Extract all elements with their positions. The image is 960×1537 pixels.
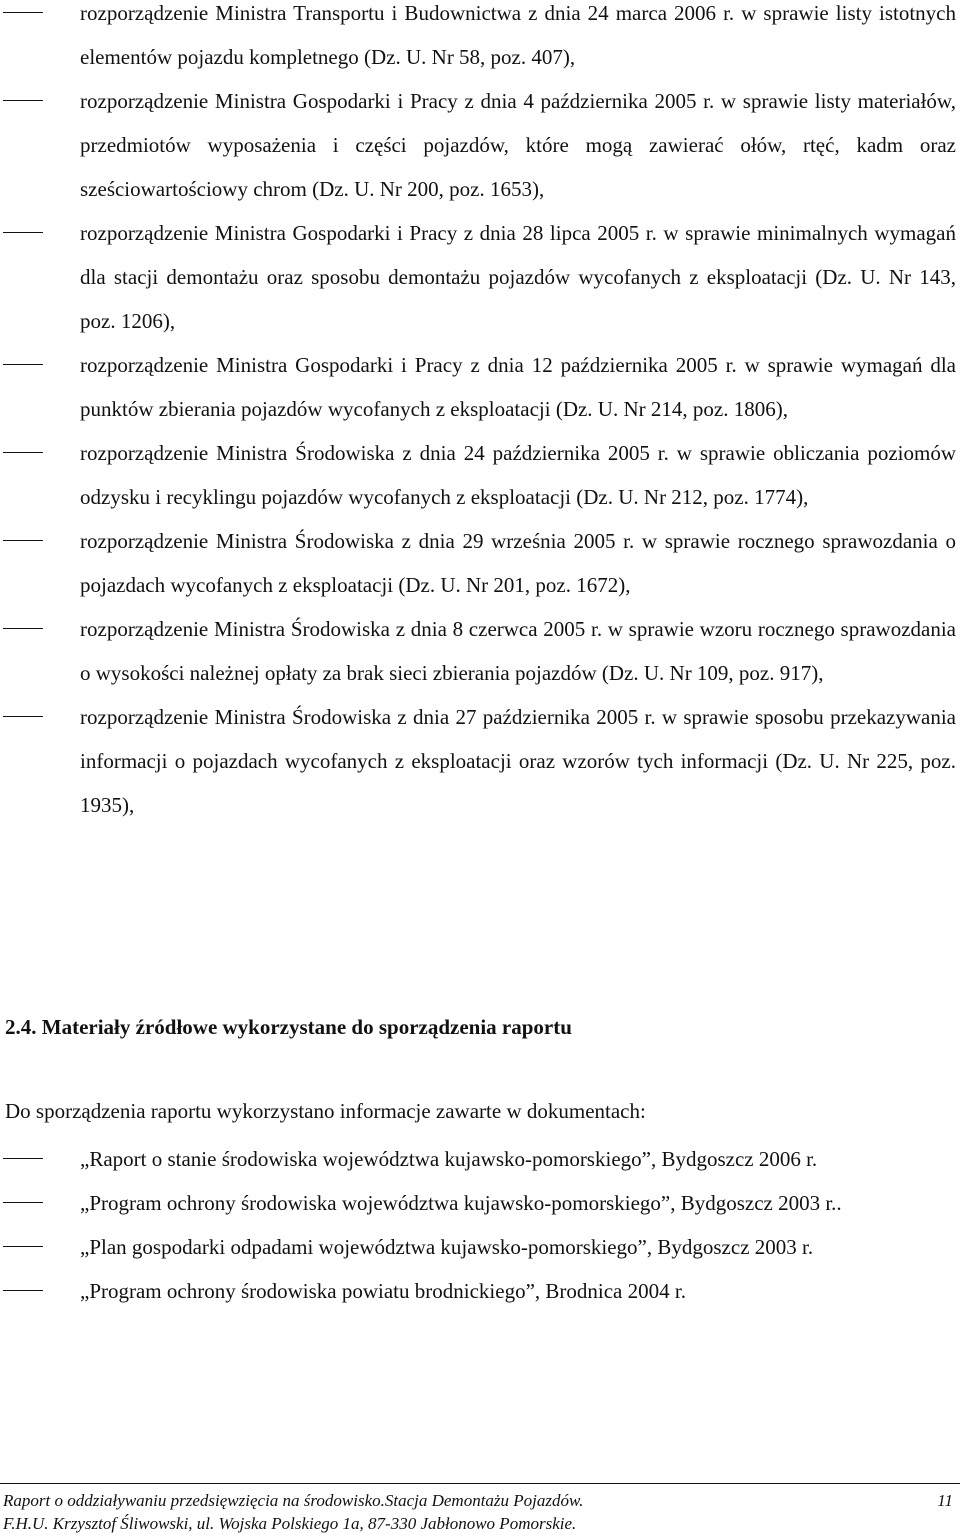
dash-bullet — [3, 716, 43, 717]
dash-bullet — [3, 12, 43, 13]
list-item — [0, 1225, 960, 1269]
dash-bullet — [3, 628, 43, 629]
list-item-text: rozporządzenie Ministra Gospodarki i Pracy z dnia 12 października 2005 r. w sprawie wymagań dla punktów zbierania pojazdów wycofanych z eksploatacji (Dz. U. Nr 214, poz. 1806), — [80, 353, 956, 421]
list-item-text: rozporządzenie Ministra Środowiska z dnia 8 czerwca 2005 r. w sprawie wzoru rocznego sprawozdania o wysokości należnej opłaty za brak sieci zbierania pojazdów (Dz. U. Nr 109, poz. 917), — [80, 617, 956, 685]
list-item — [0, 1181, 960, 1225]
dash-bullet — [3, 364, 43, 365]
dash-bullet — [3, 1158, 43, 1159]
list-item — [0, 519, 960, 607]
list-item — [0, 607, 960, 695]
list-item — [0, 211, 960, 343]
source-documents-list — [0, 1137, 960, 1313]
list-item — [0, 695, 960, 827]
dash-bullet — [3, 232, 43, 233]
dash-bullet — [3, 100, 43, 101]
list-item-text: „Program ochrony środowiska województwa kujawsko-pomorskiego”, Bydgoszcz 2003 r.. — [80, 1191, 842, 1215]
footer-line-2 — [3, 1514, 953, 1534]
dash-bullet — [3, 1202, 43, 1203]
list-item-text: rozporządzenie Ministra Gospodarki i Pracy z dnia 4 października 2005 r. w sprawie listy materiałów, przedmiotów wyposażenia i części pojazdów, które mogą zawierać ołów, rtęć, kadm oraz sześciowartościowy chrom (Dz. U. Nr 200, poz. 1653), — [80, 89, 956, 201]
list-item — [0, 1269, 960, 1313]
dash-bullet — [3, 1246, 43, 1247]
list-item-text: rozporządzenie Ministra Środowiska z dnia 27 października 2005 r. w sprawie sposobu przekazywania informacji o pojazdach wycofanych z eksploatacji oraz wzorów tych informacji (Dz. U. Nr 225, poz. 1935), — [80, 705, 956, 817]
dash-bullet — [3, 540, 43, 541]
footer-report-title: Raport o oddziaływaniu przedsięwzięcia na środowisko.Stacja Demontażu Pojazdów. — [3, 1491, 584, 1510]
footer-line-1 — [3, 1491, 953, 1511]
list-item — [0, 431, 960, 519]
page-number: 11 — [937, 1491, 953, 1510]
list-item-text: „Plan gospodarki odpadami województwa kujawsko-pomorskiego”, Bydgoszcz 2003 r. — [80, 1235, 814, 1259]
list-item-text: rozporządzenie Ministra Gospodarki i Pracy z dnia 28 lipca 2005 r. w sprawie minimalnych wymagań dla stacji demontażu oraz sposobu demontażu pojazdów wycofanych z eksploatacji (Dz. U. Nr 143, poz. 1206), — [80, 221, 956, 333]
section-heading: 2.4. Materiały źródłowe wykorzystane do sporządzenia raportu — [5, 1015, 572, 1039]
list-item — [0, 343, 960, 431]
list-item — [0, 1137, 960, 1181]
list-item — [0, 79, 960, 211]
list-item-text: rozporządzenie Ministra Transportu i Budownictwa z dnia 24 marca 2006 r. w sprawie listy istotnych elementów pojazdu kompletnego (Dz. U. Nr 58, poz. 407), — [80, 1, 956, 69]
list-item-text: „Program ochrony środowiska powiatu brodnickiego”, Brodnica 2004 r. — [80, 1279, 686, 1303]
dash-bullet — [3, 452, 43, 453]
list-item-text: rozporządzenie Ministra Środowiska z dnia 29 września 2005 r. w sprawie rocznego sprawozdania o pojazdach wycofanych z eksploatacji (Dz. U. Nr 201, poz. 1672), — [80, 529, 956, 597]
dash-bullet — [3, 1290, 43, 1291]
footer-divider — [0, 1483, 960, 1484]
footer-company-address: F.H.U. Krzysztof Śliwowski, ul. Wojska Polskiego 1a, 87-330 Jabłonowo Pomorskie. — [3, 1514, 577, 1533]
section-intro: Do sporządzenia raportu wykorzystano informacje zawarte w dokumentach: — [5, 1099, 646, 1123]
list-item — [0, 0, 960, 79]
list-item-text: „Raport o stanie środowiska województwa kujawsko-pomorskiego”, Bydgoszcz 2006 r. — [80, 1147, 818, 1171]
list-item-text: rozporządzenie Ministra Środowiska z dnia 24 października 2005 r. w sprawie obliczania poziomów odzysku i recyklingu pojazdów wycofanych z eksploatacji (Dz. U. Nr 212, poz. 1774), — [80, 441, 956, 509]
